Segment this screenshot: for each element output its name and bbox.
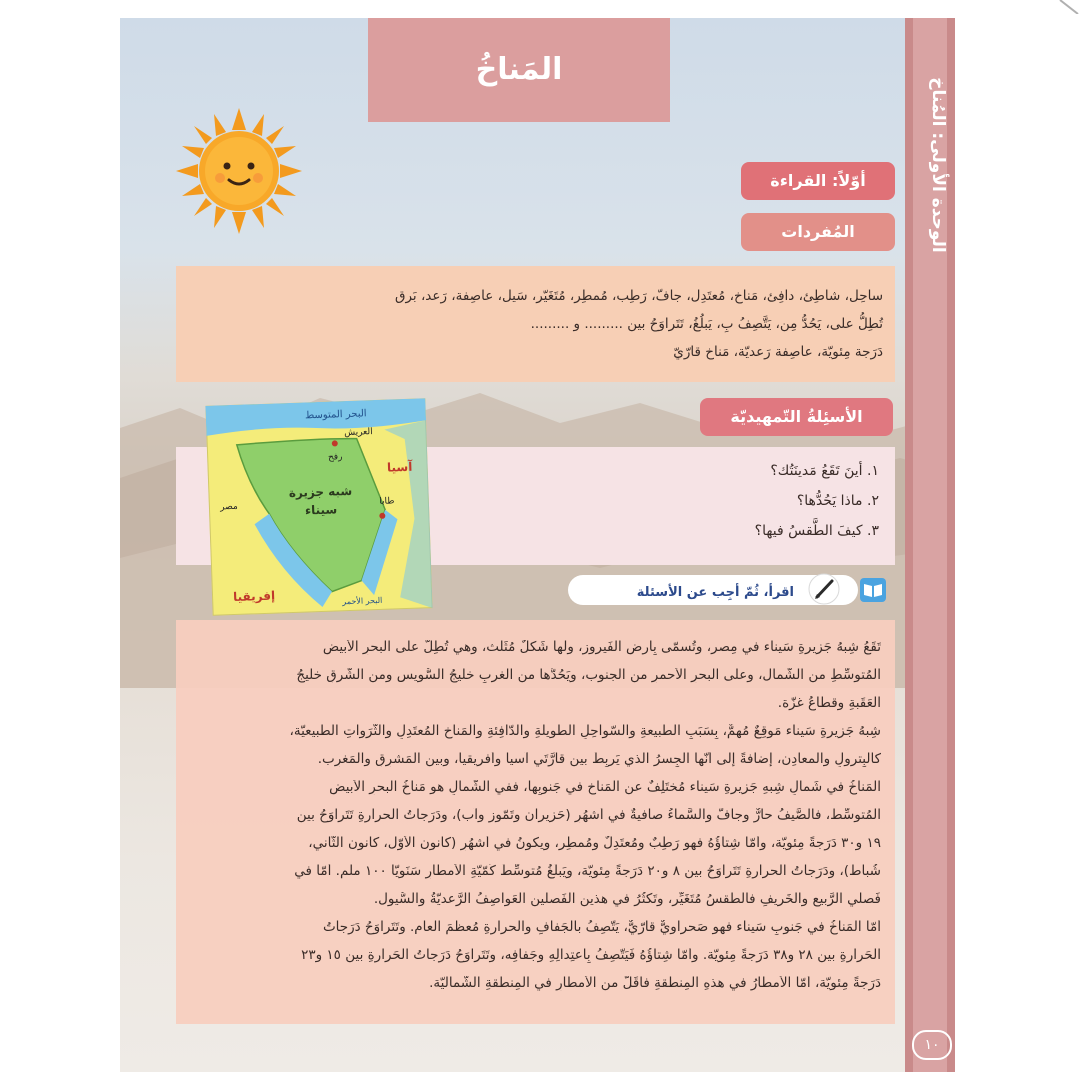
- page-title: المَناخُ: [475, 52, 563, 87]
- reading-line: المُتوسِّط، فالصَّيفُ حارٌّ وجافٌّ والسَّماءُ صافيةٌ في أشهُرِ (حَزيران وتَمّوز وآب)، ودَرَجاتُ الحرارةِ تَتَراوَحُ بين: [296, 808, 881, 823]
- map-city-arish: العريش: [343, 427, 373, 439]
- page-corner-icon: [1058, 0, 1080, 14]
- map-africa-label: إفريقيا: [232, 588, 276, 605]
- reading-line: العَقَبةِ وقطاعُ غزّة.: [777, 696, 881, 711]
- map-peninsula-label-2: سيناء: [304, 502, 338, 518]
- page-number: ١٠: [912, 1030, 952, 1060]
- reading-line: فَصلَي الرَّبيعِ والخَريفِ فالطَّقسُ مُتَغَيِّر، وتَكثُرُ في هذينِ الفَصلَينِ العَواصِفُ الرَّعديّةُ والسُّيول.: [373, 892, 881, 907]
- section-vocab-pill: المُفردات: [741, 213, 895, 251]
- unit-label: الوحدة الأولى: المُناخ: [928, 77, 948, 253]
- map-sea-north: البحر المتوسط: [304, 408, 367, 422]
- reading-line: أمّا المَناخُ في جَنوبِ سَيناء فهو صَحراويٌّ قارّيٌّ، يَتَّصِفُ بالجَفافِ والحرارةِ مُعظَمَ العام. وتَتَراوَحُ دَرَجاتُ: [322, 920, 881, 935]
- pen-icon: [808, 573, 840, 605]
- map-city-rafah: رفح: [327, 452, 343, 463]
- reading-line: تَقَعُ شِبهُ جَزيرةِ سَيناء في مِصر، وتُسمّى بِأرضِ الفَيروز، ولها شَكلٌ مُثَلَّث، وهي تُطِلُّ على البحرِ الأبيضِ: [322, 640, 881, 655]
- reading-line: ١٩ و٣٠ دَرَجةً مِئويّة، وأمّا شِتاؤُهُ فهو رَطِبٌ ومُعتَدِلٌ ومُمطِر، ويكونُ في أشهُرِ (كانون الأوّل، كانون الثّاني،: [308, 836, 881, 851]
- reading-line: شُباط)، ودَرَجاتُ الحرارةِ تَتَراوَحُ بين ٨ و٢٠ دَرَجةً مِئويّة، ويَبلُغُ مُتوسِّطُ كَمّيّةِ الأمطارِ سَنَويّاً ١٠٠ ملم. أمّا في: [294, 864, 881, 879]
- unit-side-bar: [905, 18, 955, 1072]
- map-peninsula-label-1: شبه جزيرة: [288, 483, 353, 501]
- reading-line: الحَرارةِ بين ٢٨ و٣٨ دَرَجةً مِئويّة. وأمّا شِتاؤُهُ فَيَتَّصِفُ بِاعتِدالِهِ وجَفافِه، وتَتَراوَحُ دَرَجاتُ الحَرارةِ بين ١٥ و٢٣: [301, 948, 881, 963]
- instruction-text: اقرأ، ثُمّ أجِب عن الأسئلة: [636, 585, 794, 600]
- vocab-line: ساحِل، شاطِئ، دافِئ، مَناخ، مُعتَدِل، جافّ، رَطِب، مُمطِر، مُتَغَيّر، سَيل، عاصِفة، رَعد، بَرق: [394, 288, 883, 304]
- sun-icon: [176, 108, 302, 234]
- map-sea-south: البحر الأحمر: [342, 595, 383, 607]
- map-egypt-label: مصر: [219, 501, 238, 513]
- title-banner: [368, 18, 670, 122]
- reading-passage: [176, 620, 895, 1024]
- section-reading-pill: أوّلاً: القراءة: [741, 162, 895, 200]
- section-intro-questions-pill: الأسئِلةُ التّمهيديّة: [700, 398, 893, 436]
- vocab-line: دَرَجة مِئويّة، عاصِفة رَعديّة، مَناخ قارّيّ: [673, 344, 883, 360]
- vocab-box: [176, 266, 895, 382]
- vocab-line: تُطِلُّ على، يَحُدُّ مِن، يَتَّصِفُ بِ، يَبلُغُ، تَتَراوَحُ بين ......... و .........: [530, 316, 883, 332]
- reading-line: كالبِترولِ والمعادِن، إضافةً إلى أنّها الجِسرُ الذي يَربِطُ بين قارَّتَي آسيا وأفريقيا، وبين المَشرِقِ والمَغرِب.: [317, 752, 881, 767]
- reading-line: شِبهُ جَزيرةِ سَيناء مَوقِعٌ مُهِمٌّ، بِسَبَبِ الطَّبيعةِ والسّواحِلِ الطّويلةِ والدّافِئةِ والمَناخِ المُعتَدِلِ والثَّرَواتِ الطَّبيعيّة،: [289, 724, 881, 739]
- map-asia-label: آسيا: [386, 459, 413, 475]
- question-item: ٢. ماذا يَحُدُّها؟: [796, 493, 879, 509]
- side-bar-inner: [913, 18, 947, 1072]
- question-item: ٣. كيفَ الطَّقسُ فيها؟: [754, 523, 879, 539]
- instruction-bar: [568, 572, 898, 608]
- map-city-taba: طابا: [379, 496, 395, 507]
- book-icon: [860, 578, 886, 602]
- reading-line: المَناخُ في شَمالِ شِبهِ جَزيرةِ سَيناء مُختَلِفٌ عن المَناخِ في جَنوبِها، ففي الشَّمالِ هو مَناخُ البحرِ الأبيضِ: [329, 780, 881, 795]
- question-item: ١. أينَ تَقَعُ مَدينَتُك؟: [770, 463, 879, 479]
- sinai-map: [205, 398, 432, 616]
- reading-line: دَرَجةً مِئويّة، أمّا الأمطارُ في هذهِ المِنطَقةِ فأقَلُّ من الأمطارِ في المِنطَقةِ الشَّماليّة.: [429, 976, 881, 991]
- reading-line: المُتوسِّطِ من الشّمال، وعلى البحرِ الأحمرِ من الجنوب، ويَحُدُّها من الغربِ خليجُ السُّويس ومن الشّرقِ خليجُ: [296, 668, 881, 683]
